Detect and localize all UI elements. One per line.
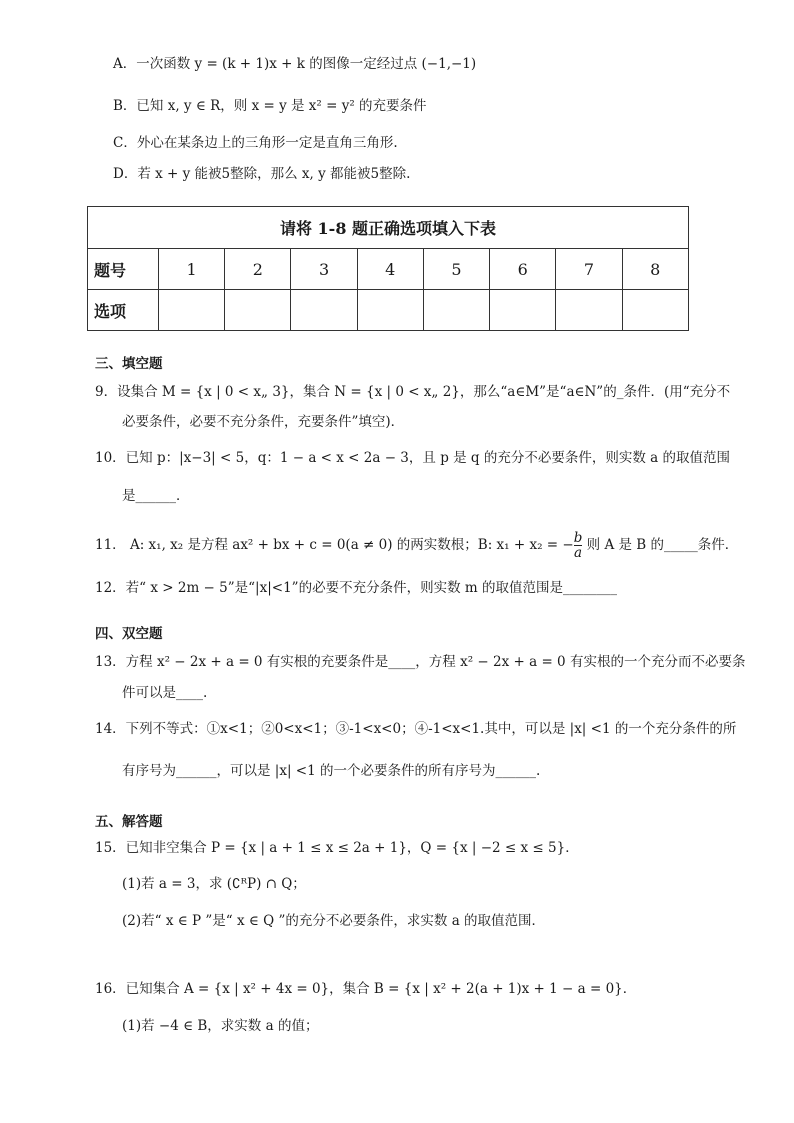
question-11-text: 11． A: x₁, x₂ 是方程 ax² + bx + c = 0(a ≠ 0) 的两实数根；B: x₁ + x₂ = − (95, 537, 574, 553)
answer-table-title: 请将 1-8 题正确选项填入下表 (88, 207, 689, 249)
answer-cell-8[interactable] (622, 290, 688, 331)
option-a: A．一次函数 y = (k + 1)x + k 的图像一定经过点 (−1,−1) (113, 56, 477, 72)
question-9-line-1: 9．设集合 M = {x | 0 < x„ 3}，集合 N = {x | 0 < x„ 2}，那么“a∈M”是“a∈N”的_条件．(用“充分不 (95, 384, 731, 400)
question-number-2: 2 (225, 249, 291, 290)
question-10-line-1: 10．已知 p：|x−3| < 5，q：1 − a < x < 2a − 3，且 p 是 q 的充分不必要条件，则实数 a 的取值范围 (95, 450, 730, 466)
question-10-line-2: 是______． (122, 488, 190, 504)
question-number-8: 8 (622, 249, 688, 290)
answer-cell-7[interactable] (556, 290, 622, 331)
question-11-tail: 则 A 是 B 的_____条件． (582, 537, 739, 553)
question-15-part-1: (1)若 a = 3，求 (∁ᴿP) ∩ Q； (122, 876, 306, 892)
question-number-7: 7 (556, 249, 622, 290)
section-5-heading: 五、解答题 (95, 814, 163, 830)
question-11 (95, 531, 738, 560)
question-number-4: 4 (357, 249, 423, 290)
question-number-3: 3 (291, 249, 357, 290)
answer-cell-4[interactable] (357, 290, 423, 331)
section-4-heading: 四、双空题 (95, 626, 163, 642)
option-b: B．已知 x, y ∈ R，则 x = y 是 x² = y² 的充要条件 (113, 98, 427, 114)
row-label-number: 题号 (88, 249, 159, 290)
answer-cell-3[interactable] (291, 290, 357, 331)
question-14-line-1: 14．下列不等式：①x<1；②0<x<1；③-1<x<0；④-1<x<1.其中，可以是 |x| <1 的一个充分条件的所 (95, 721, 737, 737)
answer-table-answer-row (88, 290, 689, 331)
answer-cell-5[interactable] (423, 290, 489, 331)
question-number-5: 5 (423, 249, 489, 290)
question-16-part-1: (1)若 −4 ∈ B，求实数 a 的值； (122, 1018, 319, 1034)
question-number-6: 6 (490, 249, 556, 290)
answer-table-number-row (88, 249, 689, 290)
question-13-line-2: 件可以是____. (122, 685, 208, 701)
question-15-part-2: (2)若“ x ∈ P ”是“ x ∈ Q ”的充分不必要条件，求实数 a 的取值范围． (122, 913, 546, 929)
question-14-line-2: 有序号为______，可以是 |x| <1 的一个必要条件的所有序号为______. (122, 763, 541, 779)
answer-table (87, 206, 689, 331)
question-9-line-2: 必要条件，必要不充分条件，充要条件”填空)． (122, 414, 405, 430)
question-number-1: 1 (159, 249, 225, 290)
row-label-answer: 选项 (88, 290, 159, 331)
question-16-line-1: 16．已知集合 A = {x | x² + 4x = 0}，集合 B = {x | x² + 2(a + 1)x + 1 − a = 0}． (95, 981, 637, 997)
question-15-line-1: 15．已知非空集合 P = {x | a + 1 ≤ x ≤ 2a + 1}，Q = {x | −2 ≤ x ≤ 5}． (95, 840, 579, 856)
answer-cell-1[interactable] (159, 290, 225, 331)
answer-cell-2[interactable] (225, 290, 291, 331)
section-3-heading: 三、填空题 (95, 356, 163, 372)
question-12: 12．若“ x > 2m − 5”是“|x|<1”的必要不充分条件，则实数 m 的取值范围是________ (95, 580, 617, 596)
option-c: C．外心在某条边上的三角形一定是直角三角形. (113, 135, 398, 151)
fraction-denominator: a (574, 545, 583, 561)
question-13-line-1: 13．方程 x² − 2x + a = 0 有实根的充要条件是____，方程 x² − 2x + a = 0 有实根的一个充分而不必要条 (95, 654, 746, 670)
answer-cell-6[interactable] (490, 290, 556, 331)
fraction-numerator: b (573, 530, 583, 546)
option-d: D．若 x + y 能被5整除，那么 x, y 都能被5整除. (113, 166, 411, 182)
